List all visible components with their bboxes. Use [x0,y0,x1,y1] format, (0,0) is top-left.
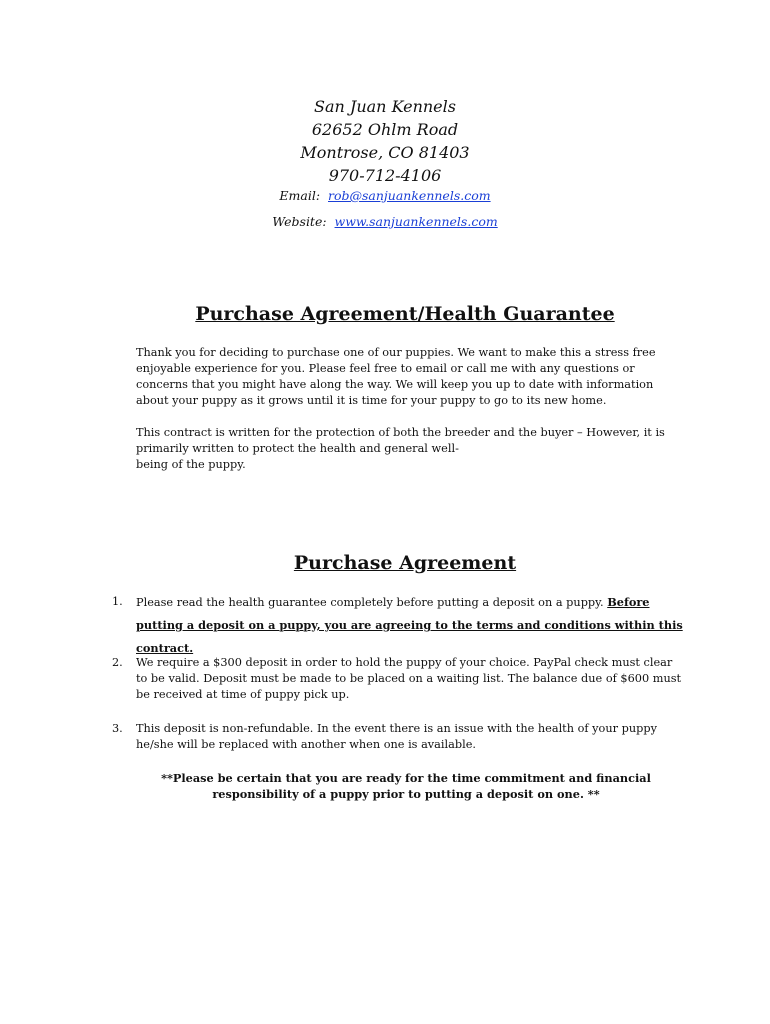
address-line-2: Montrose, CO 81403 [300,143,470,162]
list-item-text: This deposit is non-refundable. In the event there is an issue with the health of your puppy he/she will be replaced with another when one is available. [136,722,657,751]
list-item-body: Please read the health guarantee completely before putting a deposit on a puppy. [136,596,608,609]
section-title-purchase-agreement: Purchase Agreement [293,552,517,574]
email-label: Email: [279,188,321,203]
email-row [0,187,770,205]
list-item-text: We require a $300 deposit in order to hold the puppy of your choice. PayPal check must clear to be valid. Deposit must be made to be placed on a waiting list. The balance due of $600 must be received at time of puppy pick up. [136,656,682,701]
contract-line-1: This contract is written for the protection of both the breeder and the buyer – However, it is primarily written to protect the health and general well- [136,426,665,455]
website-label: Website: [272,214,327,229]
section-title-health-guarantee: Purchase Agreement/Health Guarantee [195,303,615,325]
email-link[interactable]: rob@sanjuankennels.com [328,188,491,203]
website-link[interactable]: www.sanjuankennels.com [334,214,498,229]
business-name: San Juan Kennels [314,97,456,116]
contract-line-2: being of the puppy. [136,458,246,471]
list-item-emphasis: Before putting a deposit on a puppy, you are agreeing to the terms and conditions within this contract. [136,595,683,655]
phone-number: 970-712-4106 [328,166,442,185]
address-line-1: 62652 Ohlm Road [311,120,459,139]
commitment-note: **Please be certain that you are ready for the time commitment and financial responsibility of a puppy prior to putting a deposit on one. ** [161,771,651,801]
list-item-text [136,591,686,660]
list-item-number: 3. [112,722,123,735]
contract-paragraph [136,425,684,473]
letterhead [0,95,770,231]
website-row [0,213,770,231]
list-item-number: 1. [112,595,123,608]
intro-paragraph: Thank you for deciding to purchase one of our puppies. We want to make this a stress free enjoyable experience for you. Please feel free to email or call me with any questions or concerns that you might have along the way. We will keep you up to date with information about your puppy as it grows until it is time for your puppy to go to its new home. [136,346,656,407]
list-item-number: 2. [112,656,123,669]
